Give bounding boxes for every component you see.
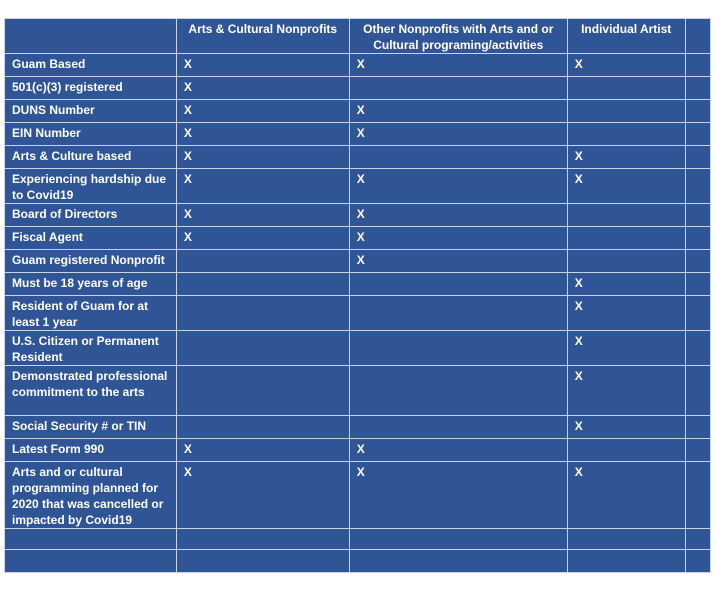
cell-arts-cultural-nonprofits: [176, 416, 349, 439]
cell-arts-cultural-nonprofits: [176, 550, 349, 573]
cell-extra: [685, 529, 710, 550]
cell-arts-cultural-nonprofits: X: [176, 77, 349, 100]
cell-individual-artist: X: [567, 331, 685, 366]
cell-arts-cultural-nonprofits: X: [176, 123, 349, 146]
cell-extra: [685, 550, 710, 573]
table-row: [5, 439, 711, 462]
cell-individual-artist: [567, 77, 685, 100]
cell-arts-cultural-nonprofits: X: [176, 227, 349, 250]
cell-other-nonprofits: [349, 296, 567, 331]
cell-individual-artist: [567, 227, 685, 250]
cell-other-nonprofits: [349, 416, 567, 439]
cell-extra: [685, 331, 710, 366]
cell-arts-cultural-nonprofits: X: [176, 100, 349, 123]
cell-other-nonprofits: X: [349, 100, 567, 123]
cell-other-nonprofits: [349, 146, 567, 169]
cell-extra: [685, 250, 710, 273]
row-label: U.S. Citizen or Permanent Resident: [5, 331, 177, 366]
table-row: [5, 169, 711, 204]
cell-arts-cultural-nonprofits: [176, 529, 349, 550]
cell-other-nonprofits: X: [349, 54, 567, 77]
cell-extra: [685, 123, 710, 146]
table-row: [5, 529, 711, 550]
row-label: Latest Form 990: [5, 439, 177, 462]
cell-other-nonprofits: X: [349, 462, 567, 529]
table-row: [5, 77, 711, 100]
cell-extra: [685, 204, 710, 227]
cell-arts-cultural-nonprofits: X: [176, 54, 349, 77]
row-label: Demonstrated professional commitment to the arts: [5, 366, 177, 416]
row-label: [5, 529, 177, 550]
table-row: [5, 54, 711, 77]
cell-arts-cultural-nonprofits: [176, 331, 349, 366]
cell-other-nonprofits: [349, 529, 567, 550]
cell-other-nonprofits: X: [349, 439, 567, 462]
cell-other-nonprofits: X: [349, 250, 567, 273]
row-label: Experiencing hardship due to Covid19: [5, 169, 177, 204]
cell-extra: [685, 146, 710, 169]
cell-other-nonprofits: X: [349, 169, 567, 204]
cell-other-nonprofits: [349, 77, 567, 100]
cell-individual-artist: [567, 439, 685, 462]
row-label: Social Security # or TIN: [5, 416, 177, 439]
cell-individual-artist: X: [567, 296, 685, 331]
cell-arts-cultural-nonprofits: X: [176, 169, 349, 204]
cell-extra: [685, 100, 710, 123]
row-label: Board of Directors: [5, 204, 177, 227]
cell-individual-artist: X: [567, 146, 685, 169]
cell-arts-cultural-nonprofits: X: [176, 439, 349, 462]
cell-extra: [685, 77, 710, 100]
cell-extra: [685, 169, 710, 204]
cell-other-nonprofits: X: [349, 204, 567, 227]
cell-individual-artist: [567, 529, 685, 550]
cell-other-nonprofits: [349, 273, 567, 296]
cell-individual-artist: [567, 123, 685, 146]
cell-other-nonprofits: [349, 331, 567, 366]
row-label: 501(c)(3) registered: [5, 77, 177, 100]
cell-arts-cultural-nonprofits: X: [176, 204, 349, 227]
table-row: [5, 250, 711, 273]
table-row: [5, 146, 711, 169]
cell-arts-cultural-nonprofits: [176, 273, 349, 296]
cell-individual-artist: [567, 100, 685, 123]
row-label: EIN Number: [5, 123, 177, 146]
cell-extra: [685, 54, 710, 77]
row-label: [5, 550, 177, 573]
cell-arts-cultural-nonprofits: X: [176, 146, 349, 169]
table-row: [5, 100, 711, 123]
table-row: [5, 550, 711, 573]
table-row: [5, 462, 711, 529]
cell-arts-cultural-nonprofits: [176, 250, 349, 273]
cell-individual-artist: [567, 204, 685, 227]
table-row: [5, 273, 711, 296]
row-label: Arts & Culture based: [5, 146, 177, 169]
row-label: DUNS Number: [5, 100, 177, 123]
cell-other-nonprofits: [349, 550, 567, 573]
table-row: [5, 331, 711, 366]
row-label: Fiscal Agent: [5, 227, 177, 250]
cell-individual-artist: X: [567, 54, 685, 77]
cell-individual-artist: X: [567, 416, 685, 439]
cell-other-nonprofits: [349, 366, 567, 416]
cell-extra: [685, 462, 710, 529]
header-arts-cultural-nonprofits: Arts & Cultural Nonprofits: [176, 19, 349, 54]
cell-extra: [685, 439, 710, 462]
row-label: Resident of Guam for at least 1 year: [5, 296, 177, 331]
row-label: Guam registered Nonprofit: [5, 250, 177, 273]
table-row: [5, 296, 711, 331]
cell-extra: [685, 273, 710, 296]
cell-extra: [685, 296, 710, 331]
cell-individual-artist: X: [567, 366, 685, 416]
row-label: Must be 18 years of age: [5, 273, 177, 296]
cell-extra: [685, 227, 710, 250]
cell-individual-artist: X: [567, 462, 685, 529]
cell-individual-artist: [567, 550, 685, 573]
cell-extra: [685, 366, 710, 416]
cell-other-nonprofits: X: [349, 227, 567, 250]
cell-other-nonprofits: X: [349, 123, 567, 146]
eligibility-table: [4, 18, 711, 573]
cell-arts-cultural-nonprofits: [176, 296, 349, 331]
header-row: [5, 19, 711, 54]
cell-individual-artist: X: [567, 273, 685, 296]
cell-extra: [685, 416, 710, 439]
header-individual-artist: Individual Artist: [567, 19, 685, 54]
header-other-nonprofits: Other Nonprofits with Arts and or Cultural programing/activities: [349, 19, 567, 54]
header-extra: [685, 19, 710, 54]
row-label: Arts and or cultural programming planned for 2020 that was cancelled or impacted by Covid19: [5, 462, 177, 529]
cell-arts-cultural-nonprofits: [176, 366, 349, 416]
table-row: [5, 416, 711, 439]
cell-individual-artist: X: [567, 169, 685, 204]
table-row: [5, 123, 711, 146]
row-label: Guam Based: [5, 54, 177, 77]
table-row: [5, 227, 711, 250]
cell-individual-artist: [567, 250, 685, 273]
cell-arts-cultural-nonprofits: X: [176, 462, 349, 529]
table-row: [5, 366, 711, 416]
header-blank: [5, 19, 177, 54]
table-row: [5, 204, 711, 227]
